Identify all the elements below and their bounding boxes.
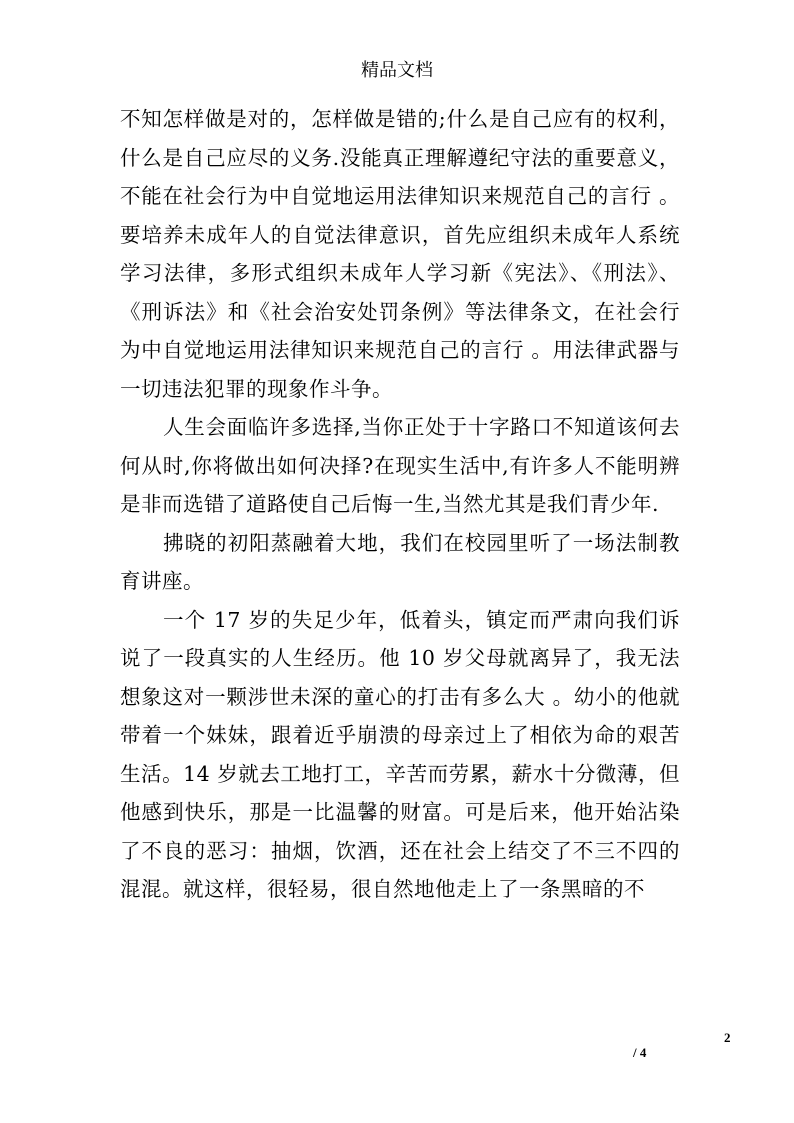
paragraph-law-awareness: 不知怎样做是对的，怎样做是错的;什么是自己应有的权利，什么是自己应尽的义务.没能真正理解遵纪守法的重要意义，不能在社会行为中自觉地运用法律知识来规范自己的言行 。要培养未成年人的自觉法律意识，首先应组织未成年人系统学习法律，多形式组织未成年人学习新《宪法》、《刑法》、《刑诉法》和《社会治安处罚条例》等法律条文，在社会行为中自觉地运用法律知识来规范自己的言行 。用法律武器与一切违法犯罪的现象作斗争。 (120, 107, 680, 401)
page-header-title: 精品文档 (361, 60, 433, 81)
page-total: / 4 (633, 1045, 647, 1060)
page-number: 2 (724, 1030, 731, 1045)
paragraph-lecture-intro: 拂晓的初阳蒸融着大地，我们在校园里听了一场法制教育讲座。 (120, 530, 680, 593)
paragraph-teen-story: 一个 17 岁的失足少年，低着头，镇定而严肃向我们诉说了一段真实的人生经历。他 10 岁父母就离异了，我无法想象这对一颗涉世未深的童心的打击有多么大 。幼小的他就带着一个妹妹，跟着近乎崩溃的母亲过上了相依为命的艰苦生活。14 岁就去工地打工，辛苦而劳累，薪水十分微薄，但他感到快乐，那是一比温馨的财富。可是后来，他开始沾染了不良的恶习：抽烟，饮酒，还在社会上结交了不三不四的混混。就这样，很轻易，很自然地他走上了一条黑暗的不 (120, 607, 680, 901)
paragraph-life-choices: 人生会面临许多选择,当你正处于十字路口不知道该何去何从时,你将做出如何决择?在现实生活中,有许多人不能明辨是非而选错了道路使自己后悔一生,当然尤其是我们青少年. (120, 415, 680, 516)
document-body (120, 100, 680, 909)
